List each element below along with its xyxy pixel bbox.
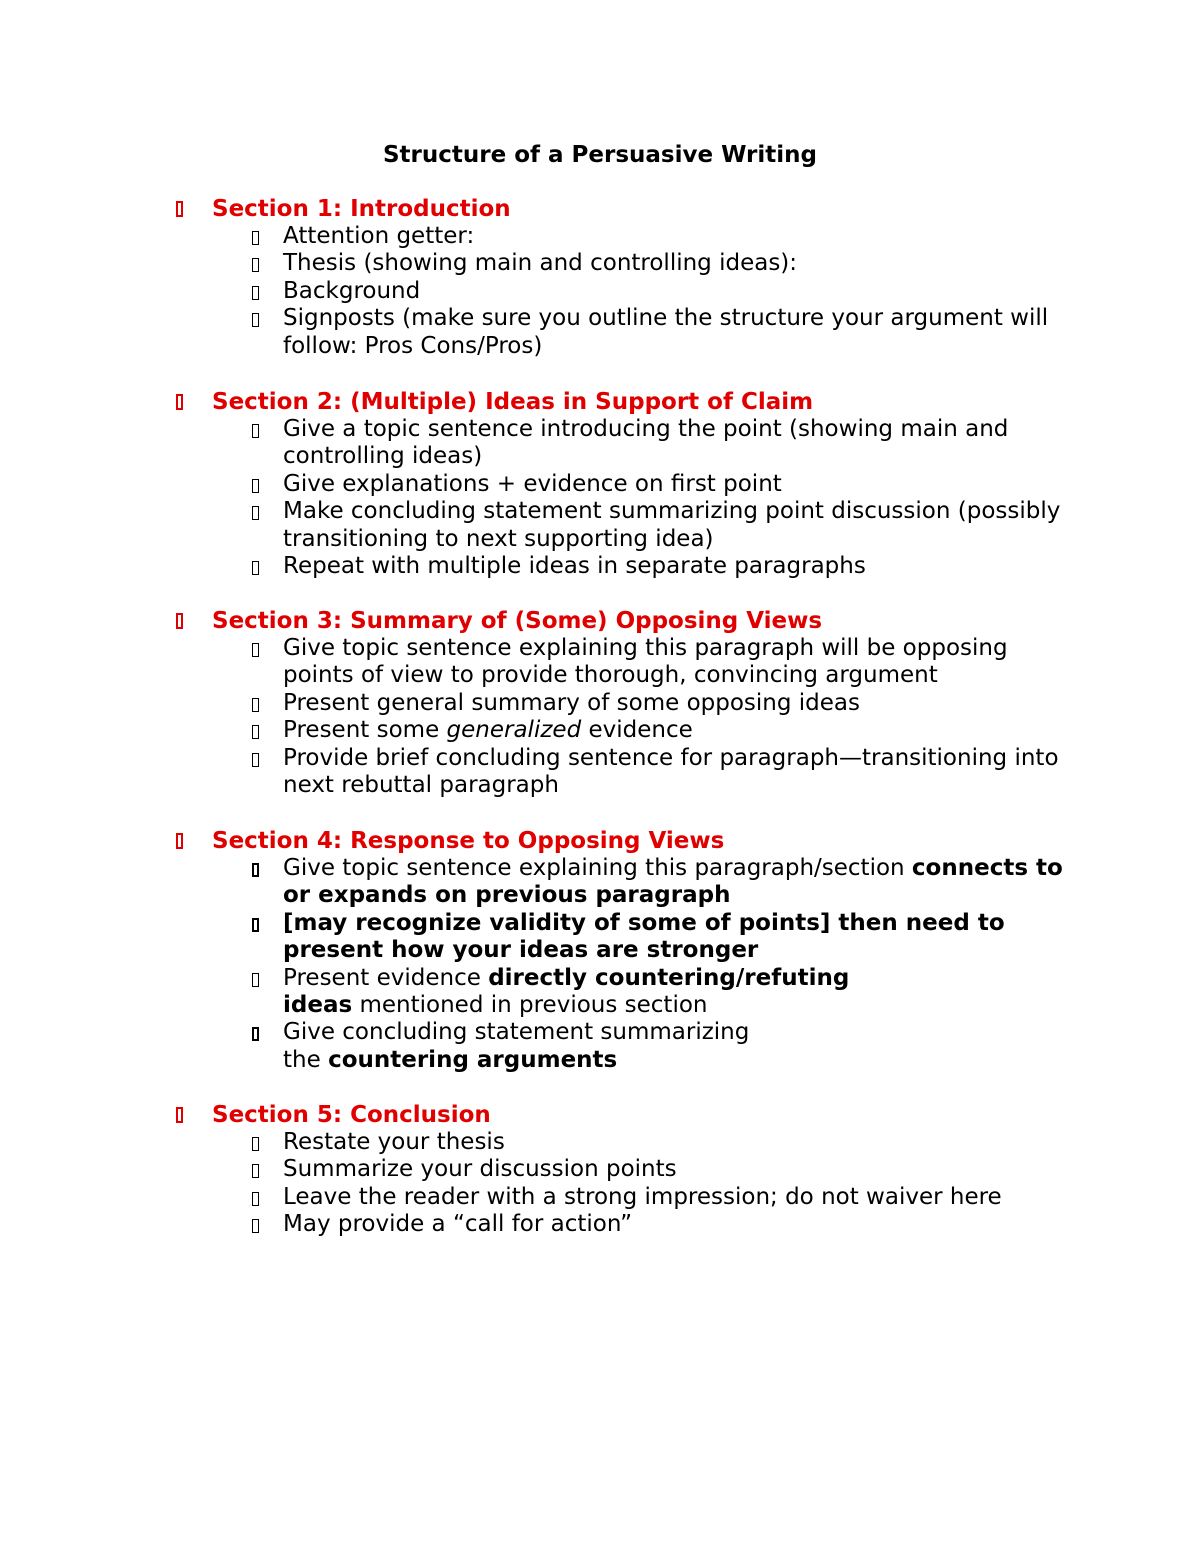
list-item xyxy=(0,1211,1200,1238)
list-item-text-part: Present some xyxy=(283,717,447,744)
box-bullet-icon xyxy=(176,613,183,629)
box-bullet-icon xyxy=(252,698,259,712)
list-item xyxy=(0,1129,1200,1156)
list-item xyxy=(0,498,1200,553)
box-bullet-icon xyxy=(252,286,259,300)
section-heading xyxy=(0,607,1200,635)
box-bullet-icon xyxy=(252,258,259,272)
list-item xyxy=(0,1019,1200,1074)
list-item-text-part: mentioned in previous section xyxy=(352,992,708,1019)
section-conclusion xyxy=(0,1101,1200,1239)
list-item-text: Leave the reader with a strong impression; do not waiver here xyxy=(283,1183,1002,1210)
list-item-text: Give a topic sentence introducing the point (showing main and controlling ideas) xyxy=(283,416,1009,470)
box-bullet-icon xyxy=(176,833,183,849)
list-item-text-part: Give concluding statement summarizing the xyxy=(283,1019,750,1073)
list-item-text: Provide brief concluding sentence for paragraph—transitioning into next rebuttal paragraph xyxy=(283,744,1059,799)
section-item-list xyxy=(0,416,1200,580)
list-item xyxy=(0,910,1200,965)
section-heading-text: Section 4: Response to Opposing Views xyxy=(212,828,725,854)
bold-text: [may recognize validity of some of points] then need to present how your ideas are stronger xyxy=(283,909,1005,964)
box-bullet-icon xyxy=(176,394,183,410)
list-item xyxy=(0,416,1200,471)
section-item-list xyxy=(0,223,1200,360)
list-item-text: Give explanations + evidence on first point xyxy=(283,470,782,497)
list-item xyxy=(0,965,1200,1020)
list-item xyxy=(0,278,1200,305)
list-item-text xyxy=(283,717,1063,744)
bold-text: countering arguments xyxy=(328,1046,618,1073)
list-item xyxy=(0,250,1200,277)
italic-text: generalized xyxy=(446,717,582,744)
list-item-text-part: Give topic sentence explaining this paragraph/section xyxy=(283,855,912,881)
section-heading-text: Section 2: (Multiple) Ideas in Support of Claim xyxy=(212,389,814,415)
list-item xyxy=(0,855,1200,910)
box-bullet-icon xyxy=(252,725,259,739)
box-bullet-icon xyxy=(252,1192,259,1206)
box-bullet-icon xyxy=(252,313,259,327)
list-item xyxy=(0,635,1200,690)
box-bullet-icon xyxy=(252,753,259,767)
section-item-list xyxy=(0,855,1200,1074)
section-heading xyxy=(0,195,1200,223)
box-bullet-icon xyxy=(252,506,259,520)
list-item-text-part: evidence xyxy=(581,717,693,744)
section-introduction xyxy=(0,195,1200,360)
list-item-text: May provide a “call for action” xyxy=(283,1211,633,1238)
section-heading xyxy=(0,1101,1200,1129)
box-bullet-icon xyxy=(252,1219,259,1233)
section-heading-text: Section 3: Summary of (Some) Opposing Views xyxy=(212,608,823,634)
list-item xyxy=(0,1156,1200,1183)
section-heading-text: Section 1: Introduction xyxy=(212,196,511,222)
list-item xyxy=(0,553,1200,580)
box-bullet-icon xyxy=(252,918,259,932)
list-item-text xyxy=(283,855,1063,910)
section-heading-text: Section 5: Conclusion xyxy=(212,1102,491,1128)
list-item xyxy=(0,1184,1200,1211)
list-item-text: Restate your thesis xyxy=(283,1129,505,1155)
list-item-text: Signposts (make sure you outline the structure your argument will follow: Pros Cons/Pros) xyxy=(283,305,1049,359)
section-item-list xyxy=(0,1129,1200,1239)
box-bullet-icon xyxy=(252,479,259,493)
list-item-text: Background xyxy=(283,277,421,304)
list-item xyxy=(0,305,1200,360)
list-item-text: Attention getter: xyxy=(283,223,475,249)
list-item-text: Present general summary of some opposing ideas xyxy=(283,689,860,716)
list-item-text: Summarize your discussion points xyxy=(283,1156,677,1183)
box-bullet-icon xyxy=(176,1107,183,1123)
section-supporting-ideas xyxy=(0,388,1200,580)
section-heading xyxy=(0,827,1200,855)
list-item-text xyxy=(283,965,883,1020)
box-bullet-icon xyxy=(252,863,259,877)
list-item xyxy=(0,690,1200,717)
document-title: Structure of a Persuasive Writing xyxy=(382,142,818,168)
bold-text: connects to or expands on previous paragraph xyxy=(283,855,1063,909)
section-opposing-views xyxy=(0,607,1200,799)
section-response xyxy=(0,827,1200,1074)
list-item-text: Repeat with multiple ideas in separate paragraphs xyxy=(283,553,866,580)
list-item-text: Thesis (showing main and controlling ideas): xyxy=(283,250,798,277)
box-bullet-icon xyxy=(176,201,183,217)
list-item-text xyxy=(283,1019,783,1074)
box-bullet-icon xyxy=(252,1137,259,1151)
box-bullet-icon xyxy=(252,973,259,987)
list-item-text xyxy=(283,910,1063,965)
box-bullet-icon xyxy=(252,561,259,575)
list-item-text-part: Present evidence xyxy=(283,964,489,991)
list-item xyxy=(0,223,1200,250)
box-bullet-icon xyxy=(252,1164,259,1178)
box-bullet-icon xyxy=(252,1027,259,1041)
list-item-text: Give topic sentence explaining this paragraph will be opposing points of view to provide thorough, convincing argument xyxy=(283,635,1008,689)
box-bullet-icon xyxy=(252,643,259,657)
bold-text: directly countering/refuting ideas xyxy=(283,964,850,1019)
list-item xyxy=(0,745,1200,800)
box-bullet-icon xyxy=(252,231,259,245)
list-item-text: Make concluding statement summarizing point discussion (possibly transitioning to next supporting idea) xyxy=(283,498,1061,552)
section-heading xyxy=(0,388,1200,416)
box-bullet-icon xyxy=(252,424,259,438)
section-item-list xyxy=(0,635,1200,799)
list-item xyxy=(0,471,1200,498)
list-item xyxy=(0,717,1200,744)
